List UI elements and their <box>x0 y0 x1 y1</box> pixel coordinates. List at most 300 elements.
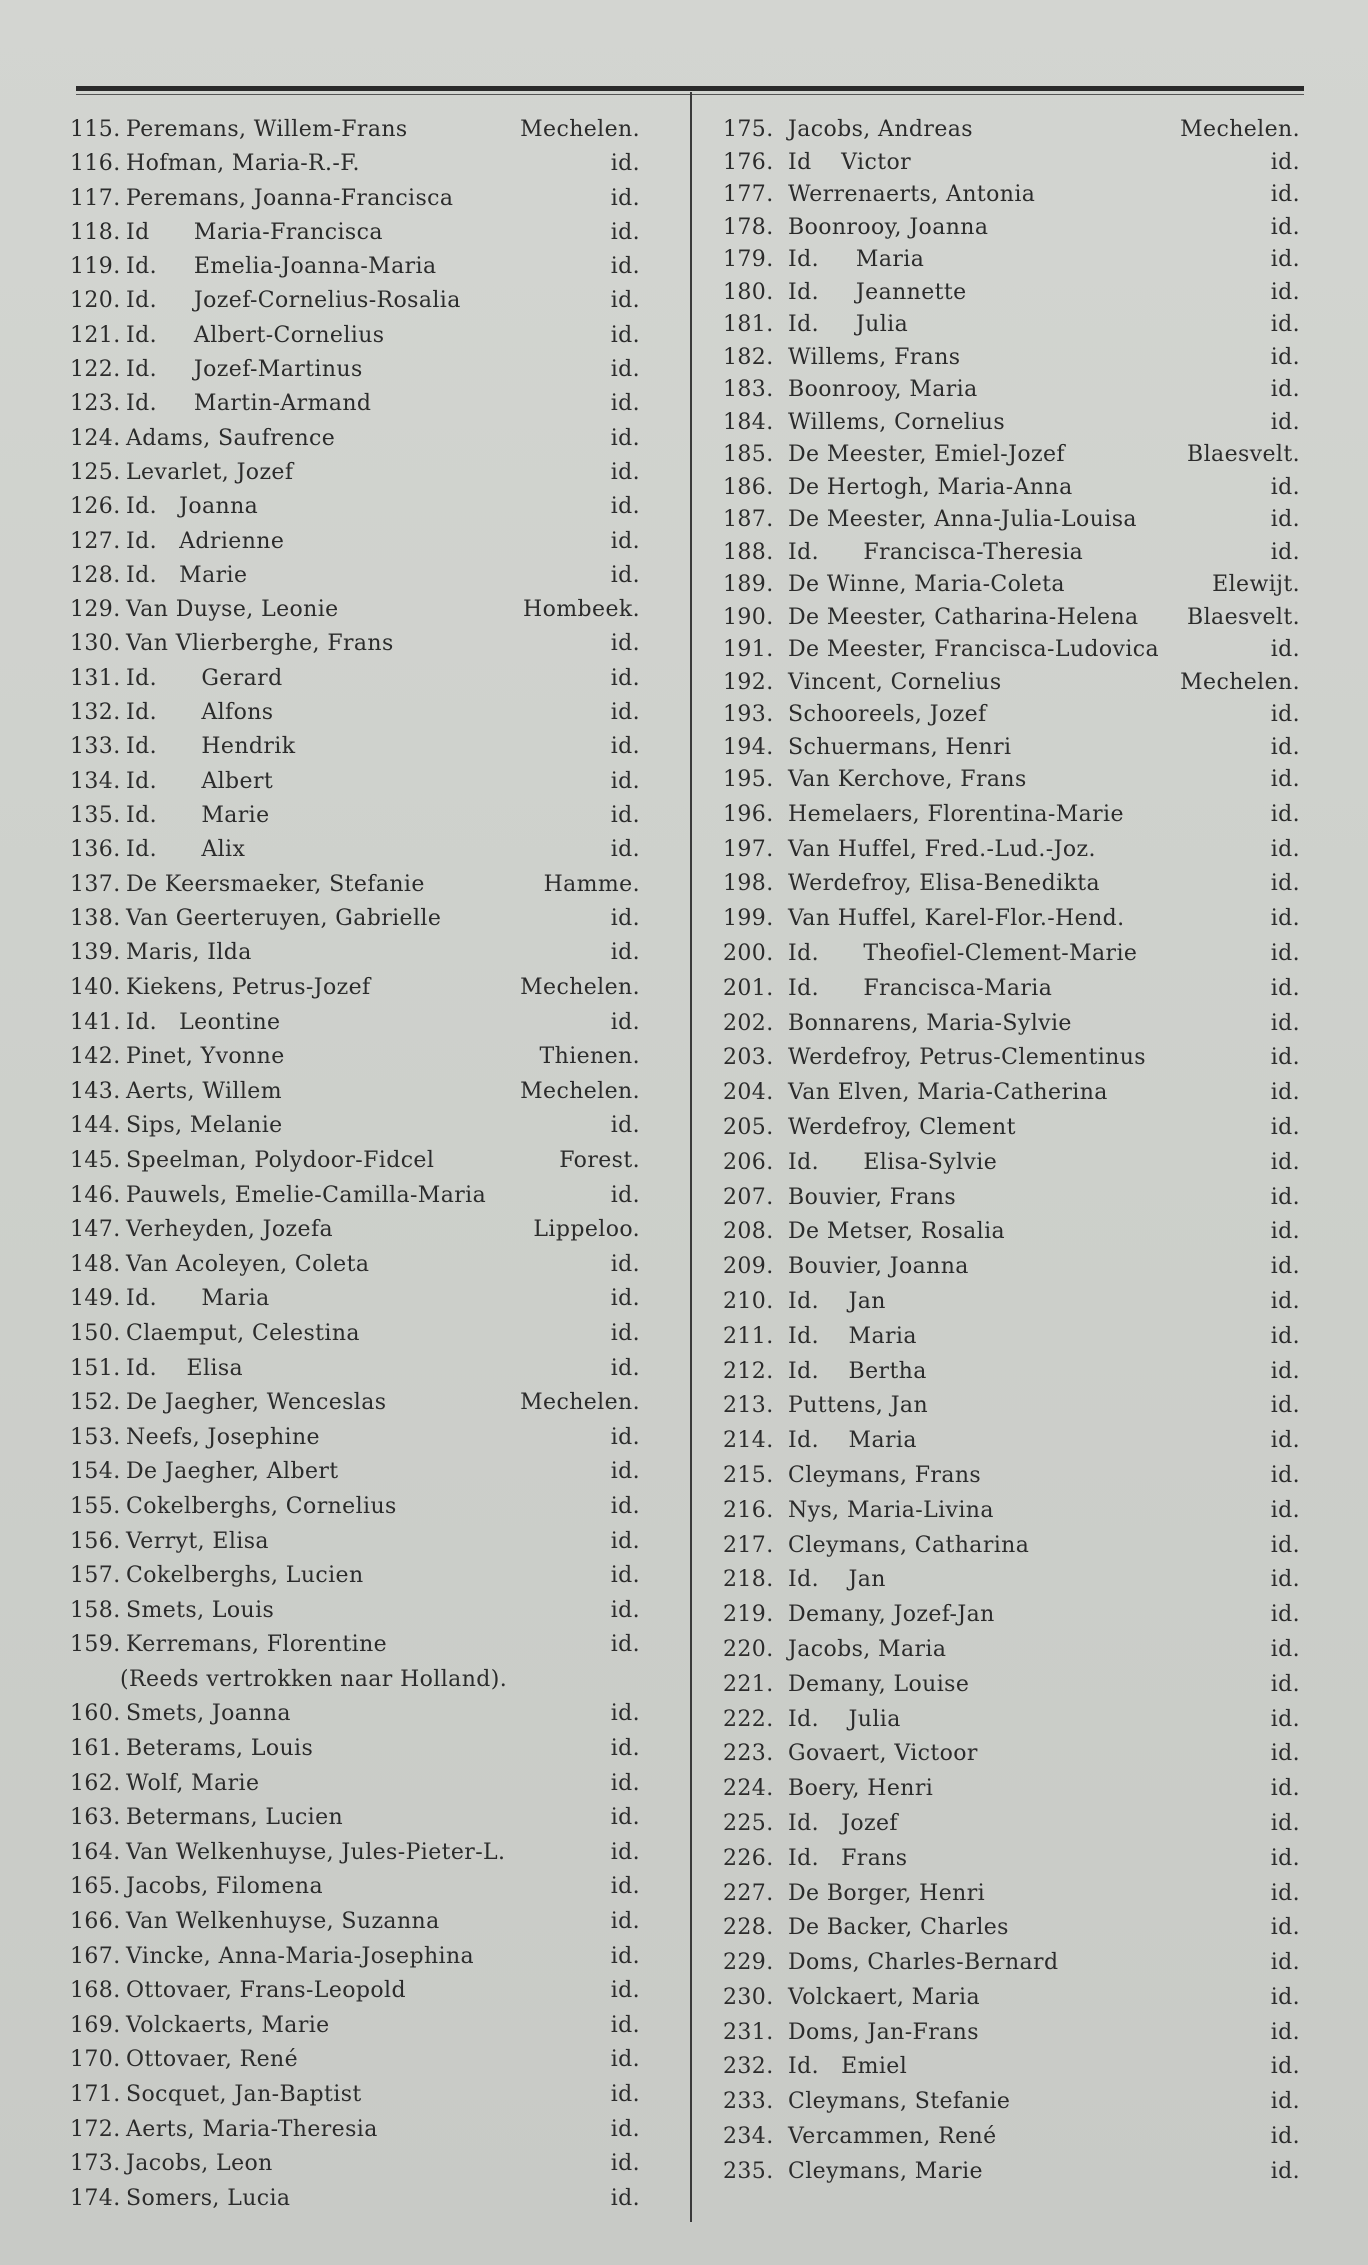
entry-name: Van Welkenhuyse, Jules-Pieter-L. <box>126 1839 506 1865</box>
list-item <box>40 559 670 593</box>
list-item <box>700 536 1300 569</box>
entry-place: Mechelen. <box>520 975 640 1001</box>
entry-number: 187. <box>723 507 774 532</box>
entry-name: Id. Leontine <box>126 1009 281 1035</box>
entry-number: 177. <box>723 182 774 207</box>
entry-name: Vincke, Anna-Maria-Josephina <box>126 1943 475 1969</box>
entry-place: id. <box>1270 507 1300 532</box>
list-item <box>700 731 1300 764</box>
list-item <box>40 1006 670 1041</box>
entry-name: Ottovaer, René <box>126 2047 298 2073</box>
entry-place: id. <box>1270 1045 1300 1071</box>
entry-name: Cleymans, Catharina <box>788 1532 1030 1558</box>
entry-name: Demany, Louise <box>788 1671 970 1697</box>
entry-place: id. <box>610 1182 640 1208</box>
entry-place: Lippeloo. <box>533 1217 640 1243</box>
entry-place: id. <box>1270 1080 1300 1106</box>
entry-place: id. <box>610 1701 640 1727</box>
entry-place: id. <box>1270 801 1300 827</box>
entry-place: id. <box>610 905 640 931</box>
entry-number: 145. <box>70 1147 121 1173</box>
entry-place: id. <box>610 322 640 348</box>
list-item <box>700 2016 1300 2051</box>
entry-place: id. <box>1270 1636 1300 1662</box>
entry-place: id. <box>610 1528 640 1554</box>
entry-number: 131. <box>70 665 121 691</box>
entry-place: id. <box>1270 734 1300 760</box>
entry-number: 211. <box>723 1323 774 1349</box>
list-item <box>700 146 1300 179</box>
entry-number: 121. <box>70 322 121 348</box>
list-item <box>700 633 1300 666</box>
entry-name: Somers, Lucia <box>126 2185 291 2211</box>
entry-place: id. <box>1270 182 1300 207</box>
entry-place: id. <box>1270 1010 1300 1036</box>
list-item <box>700 1911 1300 1946</box>
entry-place: id. <box>1270 2158 1300 2184</box>
entry-place: id. <box>610 2185 640 2211</box>
entry-place: id. <box>610 631 640 657</box>
entry-name: Sips, Melanie <box>126 1113 283 1139</box>
entry-place: id. <box>610 2047 640 2073</box>
entry-place: id. <box>1270 1497 1300 1523</box>
entry-place: Hamme. <box>543 871 640 897</box>
entry-name: Id. Emiel <box>788 2054 908 2080</box>
list-item <box>40 1386 670 1421</box>
entry-number: 123. <box>70 391 121 417</box>
entry-name: Id. Jan <box>788 1288 886 1314</box>
list-item <box>700 1946 1300 1981</box>
entry-name: Verheyden, Jozefa <box>126 1217 334 1243</box>
entry-number: 160. <box>70 1701 121 1727</box>
list-item <box>700 833 1300 868</box>
entry-number: 120. <box>70 288 121 314</box>
entry-number: 140. <box>70 975 121 1001</box>
entry-number: 208. <box>723 1219 774 1245</box>
entry-place: id. <box>1270 1984 1300 2010</box>
entry-number: 127. <box>70 528 121 554</box>
entry-number: 144. <box>70 1113 121 1139</box>
entry-place: id. <box>610 1874 640 1900</box>
entry-number: 117. <box>70 185 121 211</box>
entry-place: id. <box>1270 214 1300 240</box>
entry-number: 115. <box>70 117 121 142</box>
entry-number: 164. <box>70 1839 121 1865</box>
entry-place: id. <box>1270 975 1300 1001</box>
entry-number: 224. <box>723 1776 774 1802</box>
entry-name: Id. Maria <box>788 247 925 272</box>
entry-name: Hofman, Maria-R.-F. <box>126 151 360 177</box>
entry-place: id. <box>610 1251 640 1277</box>
entry-name: Id. Theofiel-Clement-Marie <box>788 940 1138 966</box>
top-rule <box>76 86 1304 91</box>
list-item <box>40 868 670 902</box>
list-item <box>40 2182 670 2217</box>
entry-place: id. <box>610 2151 640 2177</box>
list-item <box>40 971 670 1006</box>
list-item <box>40 1801 670 1836</box>
entry-name: Bonnarens, Maria-Sylvie <box>788 1010 1072 1036</box>
entry-place: id. <box>1270 1706 1300 1732</box>
entry-place: id. <box>610 1320 640 1346</box>
list-item <box>40 113 670 147</box>
entry-place: id. <box>1270 1602 1300 1628</box>
entry-number: 200. <box>723 940 774 966</box>
list-item <box>40 2009 670 2044</box>
entry-number: 180. <box>723 279 774 305</box>
entry-place: id. <box>610 459 640 485</box>
entry-number: 134. <box>70 768 121 794</box>
list-item <box>40 525 670 559</box>
list-item <box>700 471 1300 504</box>
entry-number: 168. <box>70 1978 121 2004</box>
entry-number: 184. <box>723 409 774 435</box>
entry-place: id. <box>610 1493 640 1519</box>
entry-place: id. <box>610 1009 640 1035</box>
entry-number: 128. <box>70 562 121 588</box>
list-item <box>40 490 670 524</box>
entry-place: id. <box>1270 702 1300 727</box>
entry-number: 178. <box>723 214 774 240</box>
entry-number: 138. <box>70 905 121 931</box>
entry-name: Maris, Ilda <box>126 940 252 966</box>
list-item <box>40 2147 670 2182</box>
entry-number: 161. <box>70 1736 121 1762</box>
list-item <box>700 1285 1300 1320</box>
entry-number: 152. <box>70 1390 121 1416</box>
list-item <box>40 1455 670 1490</box>
list-item <box>40 1248 670 1283</box>
list-item <box>700 1007 1300 1042</box>
list-item <box>700 601 1300 634</box>
entry-number: 231. <box>723 2019 774 2045</box>
list-item <box>40 250 670 284</box>
list-item <box>700 1250 1300 1285</box>
entry-name: Van Vlierberghe, Frans <box>126 631 394 657</box>
entry-number: 119. <box>70 254 121 280</box>
list-item <box>40 2113 670 2148</box>
entry-number: 223. <box>723 1741 774 1767</box>
entry-number: 195. <box>723 767 774 792</box>
right-column <box>700 113 1300 2190</box>
entry-name: Cokelberghs, Cornelius <box>126 1493 397 1519</box>
entry-number: 155. <box>70 1493 121 1519</box>
entry-name: Schuermans, Henri <box>788 734 1012 760</box>
entry-name: Werdefroy, Clement <box>788 1114 1016 1140</box>
entry-place: id. <box>610 1770 640 1796</box>
entry-place: Mechelen. <box>520 117 640 142</box>
list-item <box>40 833 670 867</box>
list-item <box>700 2050 1300 2085</box>
entry-place: id. <box>610 1355 640 1381</box>
entry-name: Van Huffel, Karel-Flor.-Hend. <box>788 906 1125 932</box>
entry-place: id. <box>1270 836 1300 862</box>
entry-name: Speelman, Polydoor-Fidcel <box>126 1147 435 1173</box>
entry-number: 233. <box>723 2089 774 2115</box>
entry-name: Id. Frans <box>788 1845 908 1871</box>
entry-place: id. <box>1270 1950 1300 1976</box>
entry-name: Vincent, Cornelius <box>788 669 1002 695</box>
entry-number: 153. <box>70 1424 121 1450</box>
entry-name: De Winne, Maria-Coleta <box>788 572 1065 597</box>
entry-place: id. <box>610 1113 640 1139</box>
list-item <box>40 1075 670 1110</box>
entry-place: id. <box>1270 871 1300 897</box>
entry-name: Id. Maria <box>788 1428 917 1454</box>
entry-name: De Keersmaeker, Stefanie <box>126 871 425 897</box>
entry-place: id. <box>610 528 640 554</box>
list-item <box>40 1974 670 2009</box>
entry-name: Verryt, Elisa <box>126 1528 269 1554</box>
entry-place: id. <box>1270 1880 1300 1906</box>
entry-place: id. <box>610 940 640 966</box>
entry-place: id. <box>1270 1254 1300 1280</box>
entry-number: 206. <box>723 1149 774 1175</box>
list-item <box>40 1940 670 1975</box>
entry-name: Schooreels, Jozef <box>788 702 987 727</box>
entry-name: De Meester, Francisca-Ludovica <box>788 637 1160 662</box>
list-item <box>700 1703 1300 1738</box>
entry-place: id. <box>1270 279 1300 305</box>
entry-number: 124. <box>70 425 121 451</box>
entry-number: 193. <box>723 702 774 727</box>
entry-place: id. <box>610 1978 640 2004</box>
entry-name: Willems, Cornelius <box>788 409 1006 435</box>
entry-number: 146. <box>70 1182 121 1208</box>
entry-number: 150. <box>70 1320 121 1346</box>
entry-name: Socquet, Jan-Baptist <box>126 2082 362 2108</box>
list-item <box>40 1109 670 1144</box>
entry-name: Adams, Saufrence <box>126 425 336 451</box>
entry-number: 227. <box>723 1880 774 1906</box>
entry-place: id. <box>1270 1393 1300 1419</box>
entry-name: De Jaegher, Wenceslas <box>126 1390 387 1416</box>
list-item <box>700 2155 1300 2190</box>
entry-place: id. <box>1270 149 1300 175</box>
entry-place: id. <box>1270 1184 1300 1210</box>
entry-place: id. <box>1270 1462 1300 1488</box>
entry-number: 235. <box>723 2158 774 2184</box>
entry-place: id. <box>610 1632 640 1658</box>
entry-place: id. <box>610 425 640 451</box>
entry-name: Id. Adrienne <box>126 528 285 554</box>
entry-place: id. <box>1270 2054 1300 2080</box>
entry-place: id. <box>610 1805 640 1831</box>
entry-name: Aerts, Willem <box>126 1078 282 1104</box>
list-item <box>40 1732 670 1767</box>
entry-place: id. <box>610 2116 640 2142</box>
entry-number: 197. <box>723 836 774 862</box>
list-item <box>40 182 670 216</box>
entry-name: Id. Marie <box>126 562 248 588</box>
entry-number: 204. <box>723 1080 774 1106</box>
entry-name: Id. Julia <box>788 312 909 337</box>
entry-name: Id Victor <box>788 149 912 175</box>
entry-number: 122. <box>70 357 121 383</box>
entry-name: Doms, Charles-Bernard <box>788 1950 1059 1976</box>
entry-name: Jacobs, Leon <box>126 2151 273 2177</box>
entry-name: Peremans, Willem-Frans <box>126 117 408 142</box>
entry-name: Nys, Maria-Livina <box>788 1497 994 1523</box>
entry-name: Volckaerts, Marie <box>126 2012 330 2038</box>
list-item <box>700 666 1300 699</box>
list-item <box>700 798 1300 833</box>
entry-name: Cleymans, Stefanie <box>788 2089 1011 2115</box>
list-item <box>700 178 1300 211</box>
list-item <box>700 1041 1300 1076</box>
entry-number: 129. <box>70 597 121 623</box>
list-item <box>40 216 670 250</box>
entry-number: 234. <box>723 2124 774 2150</box>
entry-place: id. <box>1270 312 1300 337</box>
list-item <box>700 406 1300 439</box>
entry-name: (Reeds vertrokken naar Holland). <box>120 1666 508 1692</box>
entry-place: id. <box>610 219 640 245</box>
entry-name: Id. Alix <box>126 837 246 863</box>
entry-name: De Jaegher, Albert <box>126 1459 339 1485</box>
list-item <box>40 1179 670 1214</box>
entry-place: Elewijt. <box>1212 572 1300 597</box>
entry-number: 198. <box>723 871 774 897</box>
list-item <box>700 902 1300 937</box>
list-item <box>40 1628 670 1663</box>
list-item <box>700 503 1300 536</box>
entry-place: id. <box>1270 377 1300 402</box>
entry-name: Jacobs, Maria <box>788 1636 947 1662</box>
list-item <box>40 936 670 971</box>
entry-place: Mechelen. <box>1180 117 1300 142</box>
list-item <box>700 308 1300 341</box>
entry-place: id. <box>1270 409 1300 435</box>
entry-number: 147. <box>70 1217 121 1243</box>
entry-number: 133. <box>70 734 121 760</box>
list-item <box>40 319 670 353</box>
entry-number: 170. <box>70 2047 121 2073</box>
list-item <box>40 593 670 627</box>
entry-place: Mechelen. <box>1180 669 1300 695</box>
list-item <box>700 698 1300 731</box>
entry-name: Van Elven, Maria-Catherina <box>788 1080 1108 1106</box>
entry-place: Mechelen. <box>520 1078 640 1104</box>
list-item <box>700 243 1300 276</box>
entry-number: 154. <box>70 1459 121 1485</box>
list-item <box>40 1282 670 1317</box>
entry-name: Id. Julia <box>788 1706 901 1732</box>
entry-number: 181. <box>723 312 774 337</box>
entry-place: id. <box>1270 344 1300 370</box>
entry-name: Pauwels, Emelie-Camilla-Maria <box>126 1182 487 1208</box>
list-item <box>700 1529 1300 1564</box>
entry-name: Kerremans, Florentine <box>126 1632 388 1658</box>
list-item <box>700 1772 1300 1807</box>
entry-number: 135. <box>70 802 121 828</box>
list-item <box>40 765 670 799</box>
entry-place: id. <box>1270 1915 1300 1941</box>
entry-name: Id Maria-Francisca <box>126 219 383 245</box>
entry-name: Van Welkenhuyse, Suzanna <box>126 1909 440 1935</box>
list-item <box>40 1317 670 1352</box>
list-item <box>700 1877 1300 1912</box>
entry-number: 176. <box>723 149 774 175</box>
list-item <box>700 1111 1300 1146</box>
entry-name: De Backer, Charles <box>788 1915 1009 1941</box>
list-item <box>40 627 670 661</box>
entry-number: 191. <box>723 637 774 662</box>
list-item <box>40 284 670 318</box>
list-item <box>40 1697 670 1732</box>
entry-name: Hemelaers, Florentina-Marie <box>788 801 1124 827</box>
list-item <box>700 438 1300 471</box>
entry-name: Van Kerchove, Frans <box>788 767 1027 792</box>
entry-number: 137. <box>70 871 121 897</box>
entry-name: Van Duyse, Leonie <box>126 597 339 623</box>
entry-name: Bouvier, Joanna <box>788 1254 969 1280</box>
entry-name: Id. Albert <box>126 768 274 794</box>
entry-number: 183. <box>723 377 774 402</box>
entry-place: id. <box>1270 1219 1300 1245</box>
entry-place: id. <box>610 802 640 828</box>
list-item <box>700 276 1300 309</box>
entry-place: id. <box>610 2012 640 2038</box>
entry-number: 230. <box>723 1984 774 2010</box>
entry-number: 226. <box>723 1845 774 1871</box>
entry-number: 225. <box>723 1810 774 1836</box>
entry-place: id. <box>1270 1810 1300 1836</box>
entry-number: 165. <box>70 1874 121 1900</box>
list-item <box>700 1424 1300 1459</box>
entry-name: Doms, Jan-Frans <box>788 2019 979 2045</box>
entry-number: 202. <box>723 1010 774 1036</box>
entry-number: 159. <box>70 1632 121 1658</box>
entry-name: Id. Jeannette <box>788 279 967 305</box>
entry-place: id. <box>1270 940 1300 966</box>
entry-name: Id. Martin-Armand <box>126 391 372 417</box>
entry-place: id. <box>1270 1845 1300 1871</box>
entry-place: Forest. <box>559 1147 640 1173</box>
entry-number: 172. <box>70 2116 121 2142</box>
list-item <box>40 1144 670 1179</box>
entry-number: 221. <box>723 1671 774 1697</box>
list-item <box>40 2043 670 2078</box>
list-item <box>40 422 670 456</box>
entry-number: 196. <box>723 801 774 827</box>
list-item <box>40 1836 670 1871</box>
entry-name: Puttens, Jan <box>788 1393 929 1419</box>
entry-place: id. <box>610 494 640 520</box>
entry-number: 125. <box>70 459 121 485</box>
entry-name: De Metser, Rosalia <box>788 1219 1006 1245</box>
entry-number: 209. <box>723 1254 774 1280</box>
entry-name: Id. Marie <box>126 802 270 828</box>
entry-place: Thienen. <box>539 1044 640 1070</box>
entry-number: 182. <box>723 344 774 370</box>
list-item <box>40 147 670 181</box>
list-item <box>40 353 670 387</box>
list-item <box>700 1320 1300 1355</box>
list-item <box>700 1598 1300 1633</box>
entry-number: 219. <box>723 1602 774 1628</box>
entry-name: Kiekens, Petrus-Jozef <box>126 975 371 1001</box>
entry-place: Blaesvelt. <box>1187 604 1300 630</box>
entry-place: id. <box>1270 1532 1300 1558</box>
entry-name: Betermans, Lucien <box>126 1805 344 1831</box>
entry-place: id. <box>610 1943 640 1969</box>
entry-number: 203. <box>723 1045 774 1071</box>
entry-place: id. <box>1270 1288 1300 1314</box>
entry-number: 149. <box>70 1286 121 1312</box>
entry-number: 169. <box>70 2012 121 2038</box>
entry-place: id. <box>610 2082 640 2108</box>
